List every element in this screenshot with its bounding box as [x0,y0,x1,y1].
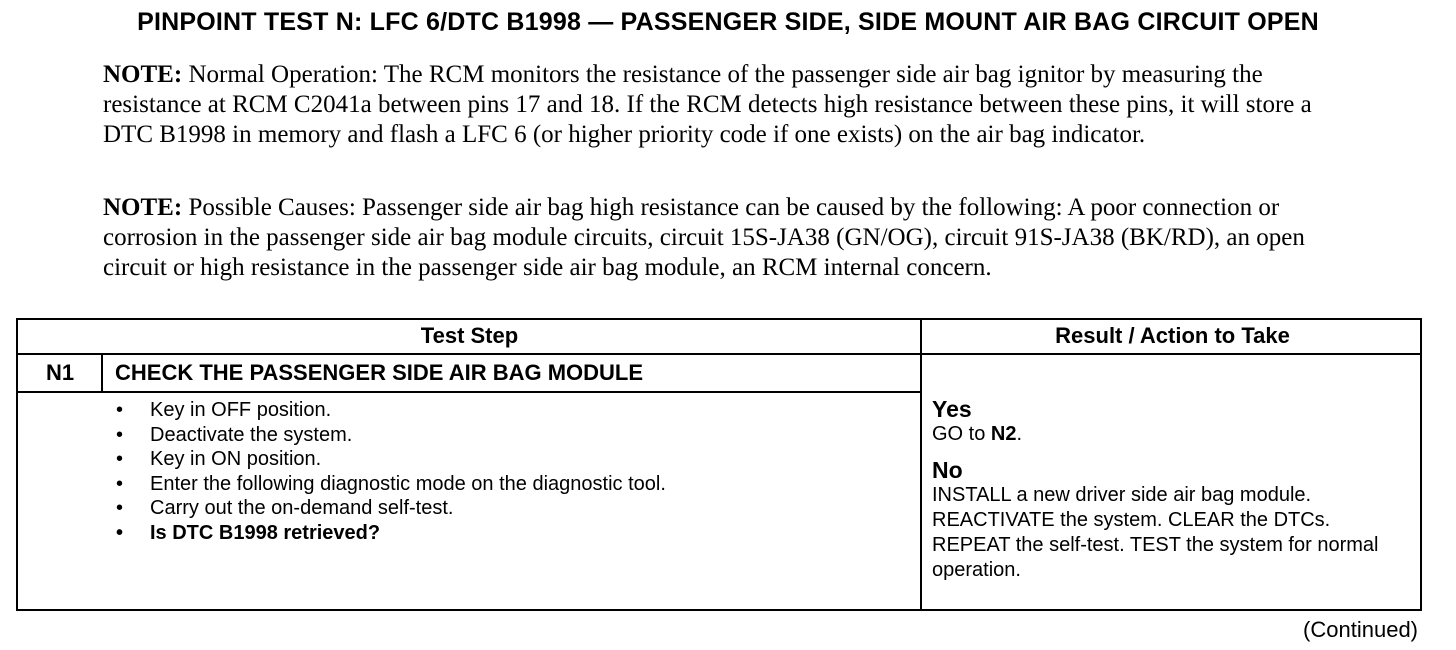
result-yes-target: N2 [990,423,1017,445]
step-number: N1 [45,360,75,385]
result-yes-suffix: . [1016,423,1023,445]
bullet-icon: • [116,448,124,470]
pinpoint-test-table [16,318,1422,611]
bullet-icon: • [116,423,124,446]
bullet-icon: • [116,521,124,544]
note-possible-causes [103,193,1343,283]
note-label: NOTE: [103,194,183,221]
note-text: Normal Operation: The RCM monitors the resistance of the passenger side air bag ignitor by measuring the resistance at RCM C2041a between pins 17 and 18. If the RCM detects high resistance between these pins, it will store a DTC B1998 in memory and flash a LFC 6 (or higher priority code if one exists) on the air bag indicator. [103,61,1312,148]
column-divider [920,320,922,609]
instruction-item: • Key in ON position. [116,448,322,470]
note-text: Possible Causes: Passenger side air bag high resistance can be caused by the following: A poor connection or corrosion in the passenger side air bag module circuits, circuit 15S-JA38 (GN/OG), circuit 91S-JA38 (BK/RD), an open circuit or high resistance in the passenger side air bag module, an RCM internal concern. [103,194,1305,281]
header-test-step: Test Step [420,323,519,348]
instruction-item: • Carry out the on-demand self-test. [116,497,454,519]
bullet-icon: • [116,399,124,421]
header-result-action: Result / Action to Take [1055,323,1290,348]
step-title-divider [18,391,920,393]
continued-label: (Continued) [1303,617,1418,642]
result-yes-prefix: GO to [932,423,991,445]
note-normal-operation [103,60,1343,150]
step-instructions [116,398,666,545]
note-label: NOTE: [103,61,183,88]
instruction-item: • Deactivate the system. [116,423,353,446]
instruction-item: • Key in OFF position. [116,399,332,421]
step-title: CHECK THE PASSENGER SIDE AIR BAG MODULE [115,360,644,385]
result-no-label: No [932,457,963,483]
instruction-question: • Is DTC B1998 retrieved? [116,521,381,544]
bullet-icon: • [116,497,124,519]
instruction-item: • Enter the following diagnostic mode on the diagnostic tool. [116,472,666,495]
result-yes [932,397,1022,447]
page-title: PINPOINT TEST N: LFC 6/DTC B1998 — PASSENGER SIDE, SIDE MOUNT AIR BAG CIRCUIT OPEN [137,8,1319,36]
bullet-icon: • [116,472,124,495]
result-yes-label: Yes [932,396,972,422]
header-divider [18,353,1420,355]
result-no [932,458,1412,583]
result-no-action: INSTALL a new driver side air bag module. REACTIVATE the system. CLEAR the DTCs. REPEAT the self-test. TEST the system for normal operation. [932,484,1379,581]
